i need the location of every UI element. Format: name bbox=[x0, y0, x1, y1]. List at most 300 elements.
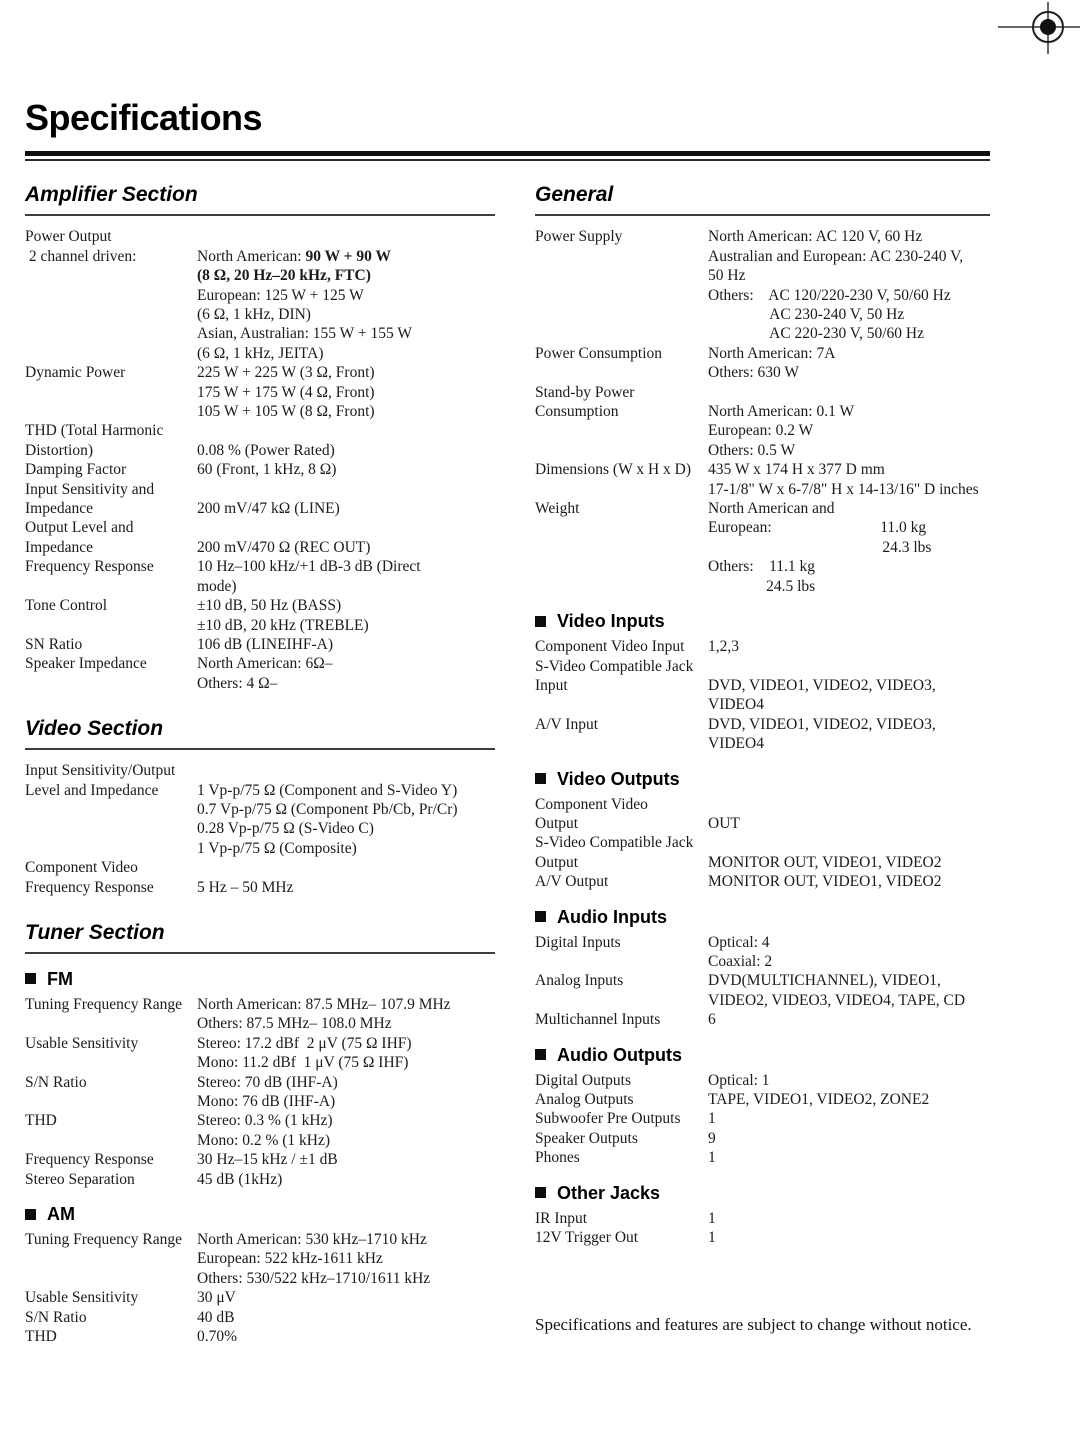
spec-label bbox=[535, 383, 708, 461]
spec-row bbox=[535, 499, 990, 596]
spec-value bbox=[197, 654, 495, 693]
spec-label bbox=[25, 460, 197, 479]
subsection-label: Video Outputs bbox=[557, 768, 680, 789]
spec-label bbox=[25, 1170, 197, 1189]
spec-value bbox=[197, 460, 495, 479]
spec-label-line: Speaker Impedance bbox=[25, 655, 147, 673]
spec-value-line: 30 Hz–15 kHz / ±1 dB bbox=[197, 1151, 338, 1169]
spec-row bbox=[25, 1073, 495, 1112]
spec-label bbox=[535, 637, 708, 656]
subsection-label: Other Jacks bbox=[557, 1182, 661, 1203]
spec-value-line: DVD(MULTICHANNEL), VIDEO1, bbox=[708, 972, 941, 990]
spec-value-line: North American: 6Ω– bbox=[197, 655, 333, 673]
spec-value bbox=[197, 1230, 495, 1288]
spec-value bbox=[708, 1148, 990, 1167]
spec-row bbox=[535, 1228, 990, 1247]
spec-value-line bbox=[197, 247, 495, 266]
spec-value-line: 106 dB (LINEIHF-A) bbox=[197, 635, 334, 653]
spec-row bbox=[535, 1071, 990, 1090]
spec-value-line: Coaxial: 2 bbox=[708, 952, 773, 970]
spec-row bbox=[25, 1308, 495, 1327]
section-title: General bbox=[535, 183, 614, 207]
spec-label bbox=[25, 557, 197, 596]
spec-label bbox=[25, 1327, 197, 1346]
spec-value-line: TAPE, VIDEO1, VIDEO2, ZONE2 bbox=[708, 1091, 930, 1108]
spec-value-line: European: 11.0 kg bbox=[708, 519, 927, 537]
square-bullet-icon bbox=[25, 973, 36, 984]
spec-label-line: A/V Input bbox=[535, 715, 599, 733]
square-bullet-icon bbox=[535, 773, 546, 784]
spec-value-line: North American: 530 kHz–1710 kHz bbox=[197, 1231, 427, 1249]
spec-row bbox=[535, 1010, 990, 1029]
spec-value-line: Others: 630 W bbox=[708, 364, 799, 382]
spec-value-line: 105 W + 105 W (8 Ω, Front) bbox=[197, 403, 375, 421]
spec-section bbox=[25, 717, 495, 897]
spec-value-line: North American: 0.1 W bbox=[708, 403, 855, 421]
spec-value bbox=[708, 460, 990, 499]
spec-value bbox=[197, 247, 495, 363]
spec-value-line: Others: 11.1 kg bbox=[708, 558, 816, 576]
spec-row bbox=[25, 1034, 495, 1073]
spec-label-line: Input Sensitivity and bbox=[25, 480, 155, 498]
spec-value bbox=[708, 1228, 990, 1247]
spec-label bbox=[535, 933, 708, 972]
subsection-label: Video Inputs bbox=[557, 611, 665, 632]
subsection-label: Audio Inputs bbox=[557, 906, 667, 927]
spec-value bbox=[197, 1150, 495, 1169]
spec-label-line: Stereo Separation bbox=[25, 1170, 135, 1188]
spec-value bbox=[197, 1073, 495, 1112]
spec-value bbox=[708, 853, 990, 872]
spec-label bbox=[535, 1148, 708, 1167]
spec-row bbox=[25, 363, 495, 421]
spec-row bbox=[25, 518, 495, 557]
spec-label-line: Impedance bbox=[25, 500, 93, 518]
spec-value bbox=[197, 499, 495, 518]
spec-label bbox=[25, 480, 197, 519]
spec-label-line: Frequency Response bbox=[25, 558, 154, 576]
spec-row bbox=[25, 858, 495, 897]
spec-value-line: Mono: 0.2 % (1 kHz) bbox=[197, 1131, 331, 1149]
spec-row bbox=[535, 1090, 990, 1109]
square-bullet-icon bbox=[25, 1209, 36, 1220]
spec-label bbox=[25, 1230, 197, 1288]
page-title: Specifications bbox=[25, 97, 263, 138]
spec-value bbox=[708, 637, 990, 656]
spec-value-line: Others: AC 120/220-230 V, 50/60 Hz bbox=[708, 286, 951, 304]
spec-label-line: Damping Factor bbox=[25, 461, 127, 479]
spec-value bbox=[708, 971, 990, 1010]
spec-label bbox=[25, 761, 197, 858]
spec-label bbox=[535, 499, 708, 596]
spec-value-line: (6 Ω, 1 kHz, JEITA) bbox=[197, 344, 324, 362]
spec-row bbox=[25, 1150, 495, 1169]
subsection-label: AM bbox=[47, 1204, 75, 1225]
spec-row bbox=[535, 460, 990, 499]
spec-value-line: European: 125 W + 125 W bbox=[197, 286, 364, 304]
spec-value-line: 10 Hz–100 kHz/+1 dB-3 dB (Direct bbox=[197, 558, 421, 576]
spec-label bbox=[535, 1010, 708, 1029]
spec-label-line: Tone Control bbox=[25, 597, 108, 615]
spec-label bbox=[535, 1071, 708, 1090]
spec-label bbox=[535, 460, 708, 499]
spec-label-line: S/N Ratio bbox=[25, 1073, 87, 1091]
section-title: Tuner Section bbox=[25, 920, 165, 944]
spec-label bbox=[25, 1150, 197, 1169]
subsection-title bbox=[25, 968, 495, 990]
spec-value-line: North American: 87.5 MHz– 107.9 MHz bbox=[197, 995, 451, 1013]
spec-label bbox=[535, 1090, 708, 1109]
spec-row bbox=[25, 761, 495, 858]
spec-label-line: Component Video bbox=[535, 795, 648, 813]
spec-value-line: VIDEO2, VIDEO3, VIDEO4, TAPE, CD bbox=[708, 991, 966, 1009]
spec-value-line bbox=[197, 266, 495, 285]
spec-value-line: Australian and European: AC 230-240 V, bbox=[708, 247, 964, 265]
spec-value-line: AC 220-230 V, 50/60 Hz bbox=[708, 325, 925, 343]
spec-row bbox=[535, 383, 990, 461]
spec-label-line: Subwoofer Pre Outputs bbox=[535, 1110, 681, 1128]
spec-label-line: Frequency Response bbox=[25, 1151, 154, 1169]
section-title: Amplifier Section bbox=[25, 183, 198, 207]
spec-label-line: Analog Outputs bbox=[535, 1091, 634, 1108]
spec-label bbox=[25, 1288, 197, 1307]
spec-label-line: Weight bbox=[535, 500, 580, 518]
spec-row bbox=[25, 421, 495, 460]
spec-value-line: European: 522 kHz-1611 kHz bbox=[197, 1250, 383, 1268]
spec-value bbox=[197, 1111, 495, 1150]
spec-value-bold: (8 Ω, 20 Hz–20 kHz, FTC) bbox=[197, 267, 371, 285]
spec-value bbox=[197, 1308, 495, 1327]
spec-label bbox=[25, 654, 197, 693]
spec-label-line: Power Supply bbox=[535, 228, 623, 246]
spec-value-line: 435 W x 174 H x 377 D mm bbox=[708, 461, 885, 479]
spec-label-line: THD (Total Harmonic bbox=[25, 422, 164, 440]
spec-value-line: mode) bbox=[197, 577, 237, 595]
spec-section bbox=[25, 921, 495, 1347]
spec-value bbox=[197, 557, 495, 596]
spec-value-line: Asian, Australian: 155 W + 155 W bbox=[197, 325, 412, 343]
spec-value bbox=[197, 596, 495, 635]
title-rule bbox=[25, 151, 990, 161]
spec-row bbox=[25, 227, 495, 363]
spec-label bbox=[25, 518, 197, 557]
spec-label bbox=[25, 1073, 197, 1112]
spec-row bbox=[535, 1129, 990, 1148]
spec-label-line: Usable Sensitivity bbox=[25, 1289, 139, 1307]
section-rule bbox=[25, 214, 495, 216]
spec-value-line: 50 Hz bbox=[708, 267, 746, 285]
spec-label-line: SN Ratio bbox=[25, 635, 83, 653]
spec-label bbox=[535, 971, 708, 1010]
spec-section bbox=[535, 183, 990, 1247]
spec-label bbox=[535, 344, 708, 383]
spec-row bbox=[535, 637, 990, 656]
spec-label-line: Analog Inputs bbox=[535, 972, 624, 990]
right-column bbox=[535, 183, 990, 1346]
spec-label-line: A/V Output bbox=[535, 873, 609, 891]
spec-value bbox=[708, 676, 990, 715]
spec-value bbox=[708, 1071, 990, 1090]
spec-value bbox=[197, 995, 495, 1034]
spec-label-line: Component Video Input bbox=[535, 638, 685, 656]
spec-value-line: European: 0.2 W bbox=[708, 422, 814, 440]
registration-mark-icon bbox=[990, 0, 1080, 58]
spec-label-line: Power Consumption bbox=[535, 344, 663, 362]
spec-label-line: IR Input bbox=[535, 1209, 588, 1227]
spec-value-line: North American: AC 120 V, 60 Hz bbox=[708, 228, 923, 246]
section-title: Video Section bbox=[25, 717, 164, 741]
spec-label bbox=[25, 596, 197, 635]
spec-value-line: 24.3 lbs bbox=[708, 538, 932, 556]
spec-value-line: MONITOR OUT, VIDEO1, VIDEO2 bbox=[708, 873, 942, 891]
spec-label bbox=[535, 715, 708, 754]
spec-row bbox=[25, 460, 495, 479]
spec-label-line: S-Video Compatible Jack bbox=[535, 834, 694, 852]
spec-label bbox=[535, 1209, 708, 1228]
spec-label bbox=[535, 1129, 708, 1148]
spec-label bbox=[25, 858, 197, 897]
spec-value bbox=[708, 1010, 990, 1029]
spec-value-line: 6 bbox=[708, 1011, 716, 1029]
subsection-title bbox=[25, 1203, 495, 1225]
spec-value-line: Mono: 76 dB (IHF-A) bbox=[197, 1093, 336, 1110]
spec-label-line: Stand-by Power bbox=[535, 383, 635, 401]
spec-value-line: 200 mV/470 Ω (REC OUT) bbox=[197, 538, 371, 556]
spec-value-line: 0.08 % (Power Rated) bbox=[197, 441, 335, 459]
spec-row bbox=[535, 933, 990, 972]
spec-value-line: 5 Hz – 50 MHz bbox=[197, 878, 294, 896]
spec-label bbox=[535, 657, 708, 715]
spec-label-line: Speaker Outputs bbox=[535, 1129, 638, 1147]
spec-value-line: Others: 87.5 MHz– 108.0 MHz bbox=[197, 1015, 392, 1033]
spec-row bbox=[535, 657, 990, 715]
spec-value-line: 0.70% bbox=[197, 1328, 238, 1346]
spec-value bbox=[708, 1209, 990, 1228]
spec-value-line: AC 230-240 V, 50 Hz bbox=[708, 306, 905, 324]
spec-value-line: 30 μV bbox=[197, 1289, 236, 1307]
spec-row bbox=[535, 833, 990, 872]
spec-value bbox=[708, 499, 990, 596]
two-column-layout bbox=[25, 183, 990, 1346]
section-rule bbox=[25, 952, 495, 954]
spec-value-line: 175 W + 175 W (4 Ω, Front) bbox=[197, 383, 375, 401]
spec-value-line: Optical: 4 bbox=[708, 933, 770, 951]
spec-row bbox=[25, 1327, 495, 1346]
spec-value-line: Stereo: 17.2 dBf 2 μV (75 Ω IHF) bbox=[197, 1034, 412, 1052]
spec-row bbox=[25, 1288, 495, 1307]
spec-value-line: 45 dB (1kHz) bbox=[197, 1170, 283, 1188]
spec-value bbox=[708, 1109, 990, 1128]
spec-value-line: 200 mV/47 kΩ (LINE) bbox=[197, 500, 340, 518]
spec-row bbox=[535, 971, 990, 1010]
spec-row bbox=[25, 995, 495, 1034]
spec-label-line: 12V Trigger Out bbox=[535, 1229, 639, 1247]
spec-value-line: DVD, VIDEO1, VIDEO2, VIDEO3, bbox=[708, 715, 936, 733]
spec-value-line: 1,2,3 bbox=[708, 638, 739, 656]
spec-row bbox=[535, 227, 990, 343]
spec-value-line: Stereo: 70 dB (IHF-A) bbox=[197, 1073, 338, 1091]
spec-value-line: VIDEO4 bbox=[708, 735, 764, 753]
spec-row bbox=[535, 344, 990, 383]
subsection-label: Audio Outputs bbox=[557, 1044, 682, 1065]
spec-value-line: North American and bbox=[708, 500, 835, 518]
spec-label bbox=[25, 1111, 197, 1150]
spec-label-line: Dynamic Power bbox=[25, 364, 126, 382]
spec-row bbox=[25, 557, 495, 596]
spec-value-line: ±10 dB, 20 kHz (TREBLE) bbox=[197, 616, 369, 634]
spec-label-line: Power Output bbox=[25, 228, 112, 246]
spec-value bbox=[708, 402, 990, 460]
spec-label-line: Distortion) bbox=[25, 441, 94, 459]
spec-value bbox=[708, 1129, 990, 1148]
spec-value-line: 0.28 Vp-p/75 Ω (S-Video C) bbox=[197, 820, 374, 838]
spec-value-line: 1 Vp-p/75 Ω (Composite) bbox=[197, 839, 357, 857]
spec-value bbox=[197, 363, 495, 421]
spec-row bbox=[25, 1170, 495, 1189]
spec-row bbox=[535, 1148, 990, 1167]
spec-label-line: Output bbox=[535, 814, 579, 832]
square-bullet-icon bbox=[535, 911, 546, 922]
section-rule bbox=[535, 214, 990, 216]
spec-value-line: OUT bbox=[708, 814, 740, 832]
spec-label-line: Digital Outputs bbox=[535, 1071, 632, 1089]
spec-label bbox=[535, 872, 708, 891]
spec-value-line: DVD, VIDEO1, VIDEO2, VIDEO3, bbox=[708, 676, 936, 694]
spec-value bbox=[708, 344, 990, 383]
spec-row bbox=[535, 872, 990, 891]
spec-value bbox=[197, 1288, 495, 1307]
spec-label bbox=[535, 833, 708, 872]
subsection-title bbox=[535, 1182, 990, 1204]
spec-label-line: Input Sensitivity/Output bbox=[25, 762, 176, 780]
spec-label bbox=[25, 635, 197, 654]
section-rule bbox=[25, 748, 495, 750]
spec-label bbox=[25, 1034, 197, 1073]
spec-label-line: Frequency Response bbox=[25, 878, 154, 896]
spec-value-line: 40 dB bbox=[197, 1308, 235, 1326]
spec-label-line: Consumption bbox=[535, 403, 619, 421]
subsection-title bbox=[535, 768, 990, 790]
spec-value bbox=[708, 715, 990, 754]
spec-row bbox=[535, 795, 990, 834]
spec-label-line: THD bbox=[25, 1328, 57, 1346]
spec-label bbox=[535, 1109, 708, 1128]
spec-value bbox=[708, 872, 990, 891]
spec-row bbox=[25, 480, 495, 519]
spec-label-line: Digital Inputs bbox=[535, 933, 621, 951]
spec-value-line: ±10 dB, 50 Hz (BASS) bbox=[197, 597, 342, 615]
spec-value bbox=[197, 441, 495, 460]
spec-label bbox=[25, 227, 197, 363]
spec-label-line: Dimensions (W x H x D) bbox=[535, 461, 691, 479]
spec-value-line: 0.7 Vp-p/75 Ω (Component Pb/Cb, Pr/Cr) bbox=[197, 800, 458, 818]
spec-value-line: Mono: 11.2 dBf 1 μV (75 Ω IHF) bbox=[197, 1054, 409, 1072]
spec-value bbox=[708, 227, 990, 343]
spec-label-line: S/N Ratio bbox=[25, 1308, 87, 1326]
spec-value-line: 60 (Front, 1 kHz, 8 Ω) bbox=[197, 461, 337, 479]
subsection-title bbox=[535, 610, 990, 632]
spec-value-line: 225 W + 225 W (3 Ω, Front) bbox=[197, 364, 375, 382]
spec-value-line: MONITOR OUT, VIDEO1, VIDEO2 bbox=[708, 853, 942, 871]
spec-row bbox=[25, 654, 495, 693]
spec-value-line: 1 bbox=[708, 1229, 716, 1247]
spec-value-line: 1 bbox=[708, 1110, 716, 1128]
spec-value bbox=[708, 933, 990, 972]
spec-label bbox=[535, 1228, 708, 1247]
spec-value-line: 24.5 lbs bbox=[708, 577, 816, 595]
spec-value bbox=[197, 878, 495, 897]
spec-value bbox=[197, 538, 495, 557]
spec-label-line: Output bbox=[535, 853, 579, 871]
spec-value-line: 17-1/8" W x 6-7/8" H x 14-13/16" D inches bbox=[708, 480, 979, 498]
spec-label-line: Impedance bbox=[25, 538, 93, 556]
spec-label bbox=[535, 227, 708, 343]
spec-label-line: Usable Sensitivity bbox=[25, 1034, 139, 1052]
spec-row bbox=[25, 1111, 495, 1150]
spec-row bbox=[25, 635, 495, 654]
spec-value-line: 1 bbox=[708, 1149, 716, 1167]
spec-value-line: 1 Vp-p/75 Ω (Component and S-Video Y) bbox=[197, 781, 458, 799]
spec-value bbox=[708, 814, 990, 833]
spec-label bbox=[535, 795, 708, 834]
spec-label-line: Level and Impedance bbox=[25, 781, 159, 799]
square-bullet-icon bbox=[535, 1187, 546, 1198]
spec-label-line: THD bbox=[25, 1112, 57, 1130]
spec-value bbox=[197, 1034, 495, 1073]
spec-value bbox=[197, 635, 495, 654]
spec-label bbox=[25, 421, 197, 460]
subsection-title bbox=[535, 906, 990, 928]
spec-value-line: 1 bbox=[708, 1209, 716, 1227]
spec-value-line: Others: 0.5 W bbox=[708, 441, 796, 459]
spec-label-line: 2 channel driven: bbox=[25, 247, 137, 265]
spec-row bbox=[535, 1109, 990, 1128]
spec-label-line: Multichannel Inputs bbox=[535, 1011, 661, 1029]
page-content bbox=[25, 0, 990, 1346]
spec-label-line: Phones bbox=[535, 1149, 580, 1167]
spec-value bbox=[197, 1327, 495, 1346]
spec-value-text: North American: bbox=[197, 247, 306, 265]
spec-row bbox=[25, 1230, 495, 1288]
spec-value-line: Stereo: 0.3 % (1 kHz) bbox=[197, 1112, 333, 1130]
spec-value-line: 9 bbox=[708, 1129, 716, 1147]
left-column bbox=[25, 183, 495, 1346]
spec-value bbox=[197, 1170, 495, 1189]
spec-label bbox=[25, 363, 197, 421]
spec-section bbox=[25, 183, 495, 693]
spec-row bbox=[535, 715, 990, 754]
spec-row bbox=[25, 596, 495, 635]
spec-label-line: Tuning Frequency Range bbox=[25, 1231, 182, 1249]
subsection-label: FM bbox=[47, 968, 73, 989]
footer-note: Specifications and features are subject to change without notice. bbox=[535, 1315, 972, 1335]
spec-value-line: Optical: 1 bbox=[708, 1071, 770, 1089]
spec-label-line: Tuning Frequency Range bbox=[25, 995, 182, 1013]
spec-label-line: S-Video Compatible Jack bbox=[535, 657, 694, 675]
square-bullet-icon bbox=[535, 616, 546, 627]
spec-label bbox=[25, 1308, 197, 1327]
spec-row bbox=[535, 1209, 990, 1228]
spec-label bbox=[25, 995, 197, 1034]
spec-value-bold: 90 W + 90 W bbox=[305, 247, 391, 265]
spec-label-line: Component Video bbox=[25, 859, 138, 877]
spec-value-line: Others: 530/522 kHz–1710/1611 kHz bbox=[197, 1269, 431, 1287]
spec-value-line: Others: 4 Ω– bbox=[197, 674, 278, 692]
spec-value-line: VIDEO4 bbox=[708, 696, 764, 714]
square-bullet-icon bbox=[535, 1049, 546, 1060]
spec-value bbox=[708, 1090, 990, 1109]
spec-value bbox=[197, 781, 495, 859]
